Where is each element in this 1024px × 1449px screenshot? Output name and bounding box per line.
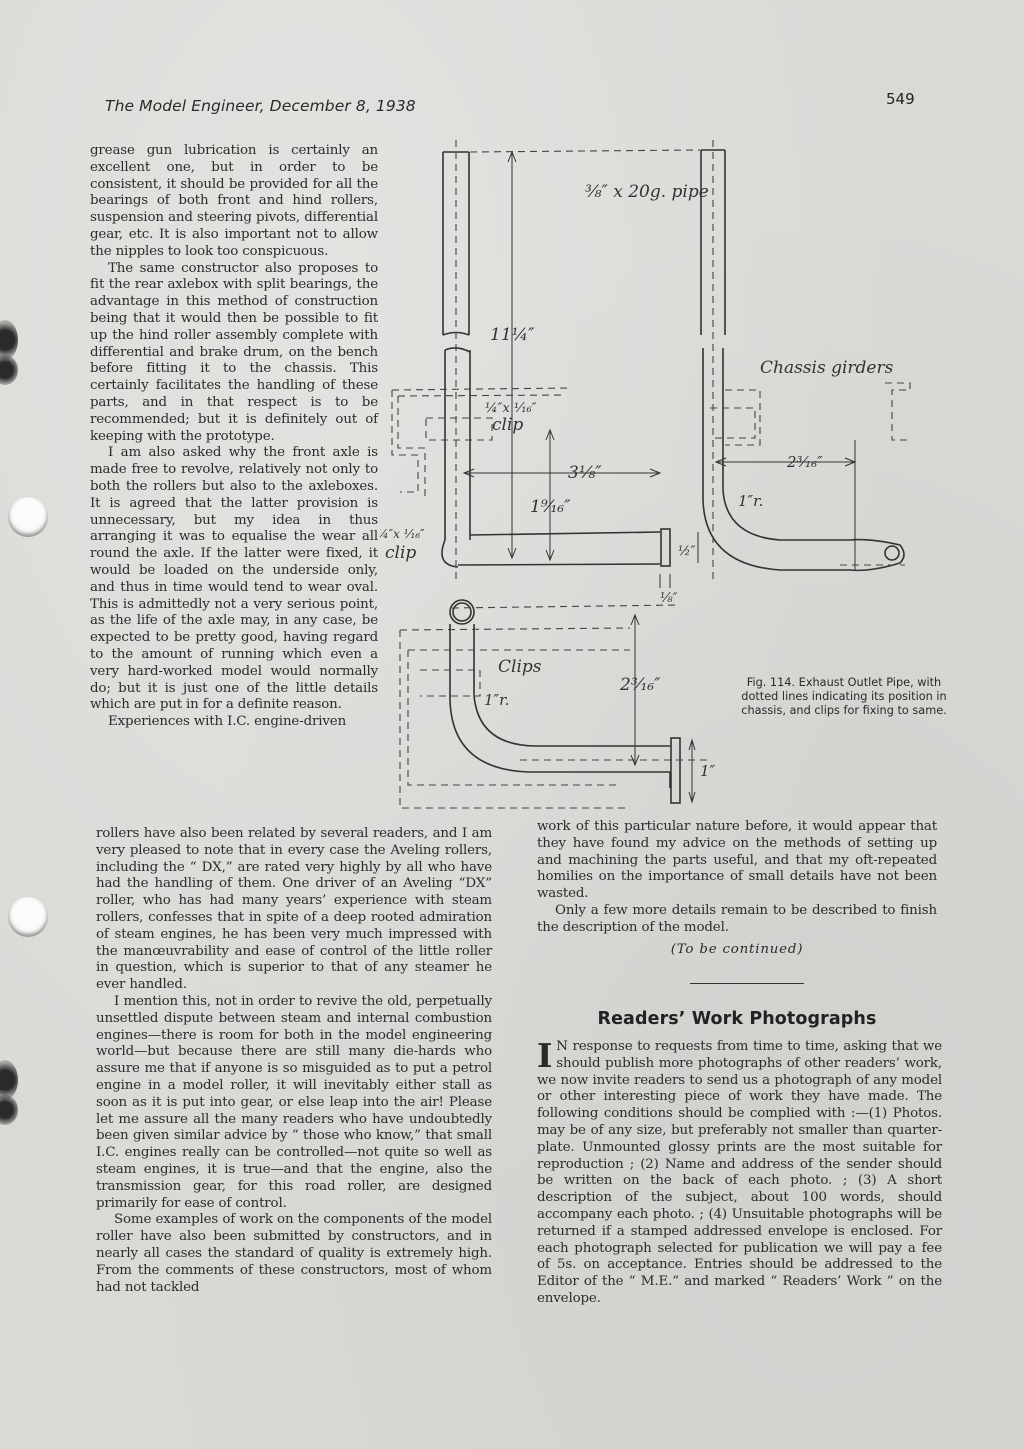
paragraph: I mention this, not in order to revive the old, perpetually unsettled dispute between steam and internal combustion engines—there is room for both in the model engineering world—but because there are still many die-hards who assure me that if anyone is so misguided as to put a petrol engine in a model roller, it will inevitably either stall as soon as it is put into gear, or else leap into the air! Please let me assure all the many readers who have undoubtedly been given similar advice by “ those who know,” that small I.C. engines really can be controlled—not quite so well as steam engines, it is true—and that the engine, also the transmission gear, for this road roller, are designed primarily for ease of control. xyxy=(96,993,492,1211)
paragraph: rollers have also been related by several readers, and I am very pleased to note that in every case the Aveling rollers, including the “ DX,” are rated very highly by all who have had the handling of them. One driver of an Aveling “DX” roller, who has had many years’ experience with steam rollers, confesses that in spite of a deep rooted admiration of steam engines, he has been very much impressed with the manœuvrability and ease of control of the little roller in question, which is superior to that of any steamer he ever handled. xyxy=(96,826,492,993)
technical-drawing xyxy=(380,140,960,820)
paragraph: I am also asked why the front axle is made free to revolve, relatively not only to both the rollers but also to the axleboxes. It is agreed that the latter provision is unnecessary, but my idea in thus arranging it was to equalise the wear all round the axle. If the latter were fixed, it would be loaded on the underside only, and thus in time would tend to wear oval. This is admittedly not a very serious point, as the life of the axle may, in any case, be expected to be pretty good, having regard to the amount of running which even a very hard-worked model would normally do; but it is just one of the little details which are put in for a definite reason. xyxy=(90,445,378,713)
label-offset-height: 1⁹⁄₁₆″ xyxy=(530,497,571,517)
label-clip-size-lower: ¼″x ¹⁄₁₆″ xyxy=(380,527,425,541)
label-drop-height: 2³⁄₁₆″ xyxy=(620,675,661,695)
article-column-left xyxy=(90,143,378,731)
label-clips: Clips xyxy=(498,657,542,677)
article-column-bottom-right xyxy=(537,819,937,937)
article-column-bottom-left xyxy=(96,826,492,1296)
paragraph: Some examples of work on the components of the model roller have also been submitted by constructors, and in nearly all cases the standard of quality is extremely high. From the comments of these constructors, most of whom had not tackled xyxy=(96,1212,492,1295)
drop-cap: I xyxy=(537,1036,553,1075)
label-bend-radius-plan: 1″r. xyxy=(484,691,510,709)
paragraph: Only a few more details remain to be described to finish the description of the model. xyxy=(537,902,937,935)
label-clip-upper: clip xyxy=(492,415,524,435)
page-number: 549 xyxy=(886,90,915,108)
figure-exhaust-outlet-pipe xyxy=(380,140,960,820)
label-clip-lower: clip xyxy=(385,543,417,563)
paragraph: The same constructor also proposes to fit the rear axlebox with split bearings, the advantage in this method of construction being that it would then be possible to fit up the hind roller assembly complete with differential and brake drum, on the bench before fitting it to the chassis. This certainly facilitates the handling of these parts, and in that respect is to be recommended; but it is definitely out of keeping with the prototype. xyxy=(90,260,378,444)
label-bend-radius-side: 1″r. xyxy=(738,492,764,510)
notice-body xyxy=(537,1036,942,1308)
running-head: The Model Engineer, December 8, 1938 xyxy=(105,97,416,115)
label-girder-spacing: 2³⁄₁₆″ xyxy=(787,453,823,471)
notice-title: Readers’ Work Photographs xyxy=(597,1009,877,1029)
figure-caption: Fig. 114. Exhaust Outlet Pipe, with dotted lines indicating its position in chassis, and clips for fixing to same. xyxy=(741,676,947,717)
label-length: 11¼″ xyxy=(490,325,535,345)
label-flange-height: ½″ xyxy=(678,544,696,559)
label-flange-dia: 1″ xyxy=(700,762,716,780)
section-divider xyxy=(690,983,804,984)
to-be-continued-note: (To be continued) xyxy=(670,942,804,957)
label-flange-thickness: ⅛″ xyxy=(660,591,678,606)
paragraph: work of this particular nature before, it would appear that they have found my advice on the methods of setting up and machining the parts useful, and that my oft-repeated homilies on the importance of small details have not been wasted. xyxy=(537,819,937,902)
paragraph: Experiences with I.C. engine-driven xyxy=(108,714,347,730)
paragraph: grease gun lubrication is certainly an excellent one, but in order to be consistent, it should be provided for all the bearings of both front and hind rollers, suspension and steering pivots, differential gear, etc. It is also important not to allow the nipples to look too conspicuous. xyxy=(90,143,378,259)
punch-hole xyxy=(8,897,48,937)
label-chassis-girders: Chassis girders xyxy=(760,358,894,378)
label-offset-width: 3⅛″ xyxy=(568,463,602,483)
notice-text: N response to requests from time to time, asking that we should publish more photographs of other readers’ work, we now invite readers to send us a photograph of any model or other interesting piece of work they have made. The following conditions should be complied with :—(1) Photos. may be of any size, but preferably not smaller than quarter-plate. Unmounted glossy prints are the most suitable for reproduction ; (2) Name and address of the sender should be written on the back of each photo. ; (3) A short description of the subject, about 100 words, should accompany each photo. ; (4) Unsuitable photographs will be returned if a stamped addressed envelope is enclosed. For each photograph selected for publication we will pay a fee of 5s. on acceptance. Entries should be addressed to the Editor of the “ M.E.” and marked “ Readers’ Work ” on the envelope. xyxy=(537,1039,942,1306)
label-pipe-spec: ⅜″ x 20g. pipe xyxy=(585,182,709,202)
punch-hole xyxy=(8,497,48,537)
label-clip-size-upper: ¼″x ¹⁄₁₆″ xyxy=(485,401,537,416)
